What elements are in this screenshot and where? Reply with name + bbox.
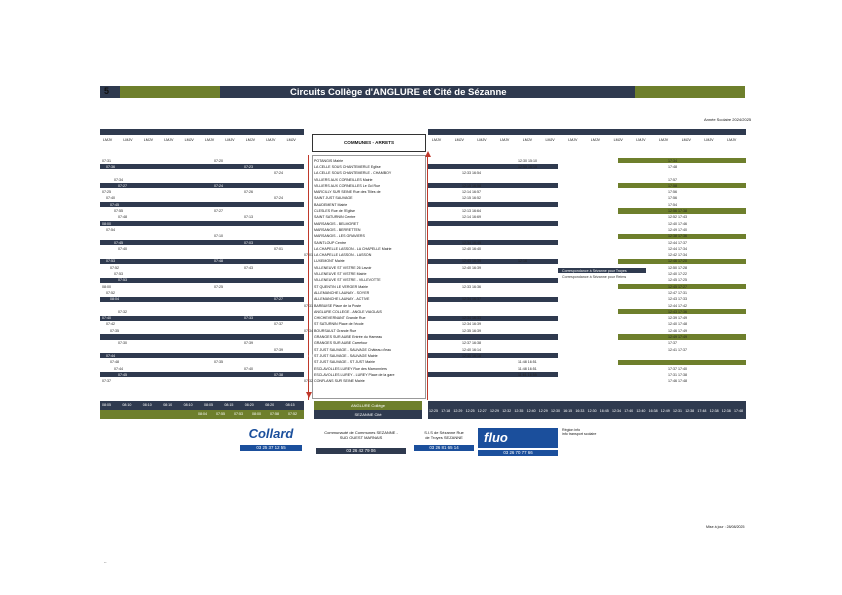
right-time-c: 12:49 17:49 [668,335,687,339]
right-time-c: 17:58 [668,183,677,188]
stop-name: ST JUST SAUVAGE - ST JUST Mairie [314,360,375,365]
left-time-b: 07:37 [274,322,283,327]
collard-logo [240,426,302,454]
stop-name: VILLENEUVE ST VISTRE 26 Lavoir [314,265,372,270]
left-time-b: 07:39 [244,341,253,346]
left-time-b: 07:38 [274,372,283,377]
left-time-a: 07:30 [118,341,127,346]
left-day-code: LMJV [286,138,296,142]
left-depart-time: 08:04 [198,412,207,416]
right-day-code: LMJV [590,138,601,142]
collard-wordmark: Collard [248,426,294,441]
terminal-anglure: ANGLURE Collège [314,401,422,410]
fluo-wordmark: fluo [484,430,508,445]
footer-mark: -- [104,560,107,564]
left-time-b: 07:24 [274,196,283,201]
stop-name: GRANGES SUR AUBE Carrefour [314,341,368,346]
left-day-code: LMJV [103,138,113,142]
left-time-a: 07:45 [118,372,127,377]
stop-name: LA CHAPELLE LASSON - LA CHAPELLE Mairie [314,246,392,251]
right-row-band [428,297,558,302]
right-time-c: 12:44 17:37 [668,240,687,245]
right-time-c: 17:31 17:38 [668,372,687,377]
right-time-c: 12:42 17:34 [668,253,687,258]
left-depart-time: 07:52 [288,412,297,416]
right-row-accent [618,183,746,188]
right-time-a: 12:15 16:58 [462,183,481,188]
right-arrival-time: 12:40 [526,409,536,413]
right-row-accent [618,158,746,163]
right-time-b: 11:48 16:51 [518,366,537,371]
right-arrival-time: 12:40 [636,409,646,413]
right-day-code: LMJV [704,138,714,142]
banner-accent-left [120,86,220,98]
right-day-code: LMJV [432,138,442,142]
left-day-code: LMJV [184,138,194,142]
region-info-text: info transport scolaire [562,432,597,436]
right-day-code: LMJV [522,138,532,142]
left-time-a: 07:34 [114,177,123,182]
right-time-b: 12:55 16:15 [518,164,537,169]
sis-sezanne-name: S.I.S de Sézanne Rue de Troyes SEZANNE [424,430,464,440]
collard-phone: 03 25 37 12 55 [240,445,302,451]
right-day-code: LMJV [659,138,669,142]
left-day-code: LMJV [164,138,174,142]
left-time-a: 07:48 [110,360,119,365]
right-time-a: 12:43 16:39 [462,259,481,264]
fluo-phone: 03 26 70 77 66 [478,450,558,456]
stop-name: LA CELLE SOUS CHANTEMERLE - CHAMBOY [314,171,392,176]
right-row-band [428,259,558,264]
left-time-a: 07:40 [102,316,111,321]
stop-name: ALLEMANCHE LAUNAY - SOYER [314,290,370,295]
left-arrival-time: 08:05 [204,403,213,407]
right-time-a: 12:40 16:40 [462,246,481,251]
left-time-a: 07:52 [110,265,119,270]
left-time-b: 07:27 [274,297,283,302]
left-time-a: 07:53 [106,259,115,264]
stop-name: LA CHAPELLE LASSON - LASSON [314,253,372,258]
right-time-a: 12:34 16:45 [462,240,481,245]
right-time-c: 12:56 17:38 [668,209,687,213]
right-time-b: 11:48 16:51 [518,360,537,365]
cc-sezanne-block [316,430,406,456]
right-time-a: 12:34 16:37 [462,297,481,302]
left-time-a: 07:32 [118,309,127,314]
left-time-a: 08:04 [110,297,119,302]
right-time-c: 12:49 17:40 [668,227,687,232]
left-time-a: 07:31 [102,158,111,163]
right-time-c: 17:48 [668,164,677,169]
fluo-logo-block [478,428,558,458]
right-time-c: 12:50 17:28 [668,265,687,270]
right-arrivals [428,408,746,417]
right-time-a: 12:35 16:39 [462,328,481,333]
right-arrival-time: 12:29 [538,409,548,413]
left-time-b: 07:39 [274,347,283,352]
left-time-a: 07:53 [118,278,127,283]
right-arrival-time: 17:48 [697,409,707,413]
left-time-b: 07:24 [274,171,283,176]
right-arrival-time: 12:29 [490,409,499,413]
stop-name: ESCLAVOLLES LUREY Rue des Marronniers [314,366,387,371]
right-arrival-time: 12:38 [709,409,719,413]
right-time-c: 12:47 17:31 [668,290,687,295]
left-time-b: 07:01 [274,246,283,251]
right-day-code: LMJV [454,138,464,142]
left-time-b: 07:13 [244,215,253,220]
left-day-code: LMJV [143,138,153,142]
left-departures [100,410,304,419]
stop-name: MARSANGIS - LES GRAVIERS [314,234,365,239]
right-row-band [428,183,558,188]
right-arrival-time: 12:35 [514,409,524,413]
right-row-band [428,278,558,283]
stop-name: CHICHEVERNANT Grande Rue [314,316,366,321]
right-time-c: 17:46 17:48 [668,379,687,384]
left-day-codes [100,136,304,152]
right-time-a: 12:34 16:39 [462,322,481,327]
left-time-b: 07:43 [244,265,253,270]
left-arrival-time: 08:10 [183,403,193,407]
right-header-bar [428,129,746,135]
right-time-c: 12:45 17:25 [668,278,687,283]
left-arrival-time: 08:15 [285,403,295,407]
right-time-c: 17:56 [668,190,677,195]
stop-name: BAUDEMENT Mairie [314,202,348,207]
left-time-b: 07:48 [214,259,223,264]
right-time-c: 17:34 [668,158,677,163]
banner-accent-right [635,86,745,98]
stop-name: LUXEMONT Mairie [314,259,345,264]
left-time-a: 07:52 [106,290,115,295]
left-time-b: 07:01 [304,253,313,258]
region-info-block [562,428,642,442]
right-row-band [428,316,558,321]
right-time-b: 12:30 15:10 [518,158,537,163]
left-time-a: 07:25 [102,190,111,195]
right-time-a: 12:33 16:36 [462,284,481,289]
left-time-a: 07:42 [106,322,115,327]
right-time-c: 12:46 17:20 [668,259,687,264]
right-time-a: 12:34 16:33 [462,316,481,321]
right-arrival-time: 16:33 [575,409,585,413]
right-time-c: 12:40 17:46 [668,221,687,226]
right-arrival-time: 17:40 [624,409,634,413]
right-arrival-time: 12:29 [453,409,463,413]
right-row-band [428,334,558,339]
stop-name: ESCLAVOLLES LUREY - LUREY Place de la gare [314,372,395,377]
stop-name: VILLIERS AUX CORNEILLES Le Gd Rue [314,183,381,188]
right-time-c: 12:39 17:49 [668,316,687,321]
right-time-c: 12:43 17:36 [668,309,687,314]
right-day-codes [428,136,746,152]
right-day-code: LMJV [636,138,646,142]
update-date: Mise à jour : 28/08/2025 [706,525,745,529]
left-arrival-time: 08:10 [122,403,132,407]
left-arrival-time: 08:10 [163,403,173,407]
left-time-a: 07:44 [114,366,123,371]
right-time-c: 12:38 17:36 [668,234,687,239]
left-arrival-time: 08:05 [102,403,111,407]
right-time-c: 12:40 17:22 [668,272,687,276]
right-row-band [428,372,558,377]
left-day-code: LMJV [123,138,133,142]
right-time-c: 12:41 17:37 [668,347,687,352]
school-year: Année Scolaire 2024/2025 [704,117,752,122]
left-arrival-time: 08:15 [224,403,234,407]
right-time-a: 12:40 16:18 [462,353,481,358]
left-time-b: 07:35 [214,360,223,365]
stop-name: SAINT SATURNIN Centre [314,215,356,220]
right-row-band [428,164,558,169]
stop-name: SAINTLOUP Centre [314,240,347,245]
right-arrival-time: 12:25 [465,409,475,413]
stop-name: VILLIERS AUX CORNEILLES Mairie [314,177,373,182]
stop-name: ST QUENTIN LE VERGER Mairie [314,284,369,289]
cc-sezanne-phone: 03 26 42 79 06 [316,448,406,454]
terminal-sezanne: SEZANNE Cité [314,410,422,419]
right-time-a: 12:15 16:52 [462,196,481,201]
stop-name: ST JUST SAUVAGE - SAUVAGE Mairie [314,353,378,358]
left-time-b: 07:10 [214,234,223,239]
right-arrival-time: 12:34 [612,409,621,413]
right-arrival-time: 16:45 [599,409,609,413]
right-day-code: LMJV [477,138,487,142]
right-arrival-time: 16:15 [563,409,573,413]
stop-name: VILLENEUVE ST VISTRE Mairie [314,272,367,276]
right-time-a: 12:33 16:54 [462,171,481,176]
right-day-code: LMJV [613,138,623,142]
right-time-a: 12:13 16:64 [462,209,481,213]
left-time-b: 07:27 [214,209,223,213]
right-time-c: 12:44 17:42 [668,303,687,308]
note-line-2: Correspondance à Sézanne pour Reims [562,275,627,279]
left-day-code: LMJV [205,138,215,142]
right-arrival-time: 12:38 [685,409,695,413]
fluo-logo [478,428,558,448]
right-time-c: 17:54 [668,202,677,207]
right-arrival-time: 12:31 [673,409,682,413]
stop-name: VILLENEUVE ST VISTRE - VILLEVOTTE [314,278,381,283]
page-number: 5 [104,86,110,96]
stop-name: MARCILLY SUR SEINE Rue des Tilles de [314,190,381,195]
right-arrival-time: 16:38 [648,409,658,413]
right-time-c: 12:44 17:34 [668,246,687,251]
left-depart-time: 07:55 [216,412,225,416]
left-arrivals [100,401,304,410]
left-time-b: 07:38 [304,353,313,358]
stop-name: BARBUISE Place de la Poste [314,303,362,308]
right-row-band [428,240,558,245]
stop-name: ALLEMANCHE LAUNAY - ACTIVE [314,297,370,302]
right-arrival-time: 17:48 [734,409,743,413]
right-time-a: 12:14 16:57 [462,190,481,195]
right-time-b: 12:16 [518,259,527,264]
right-time-a: 12:40 16:39 [462,265,481,270]
stop-name: LA CELLE SOUS CHANTEMERLE Eglise [314,164,381,169]
right-time-a: 12:14 16:69 [462,215,481,220]
left-time-b: 07:32 [304,379,313,384]
left-time-a: 07:55 [114,209,123,213]
left-time-b: 07:24 [214,183,223,188]
left-arrival-time: 08:10 [142,403,152,407]
left-time-a: 07:45 [110,202,119,207]
left-time-a: 08:00 [102,284,111,289]
left-time-a: 07:35 [110,328,119,333]
right-arrival-time: 12:30 [551,409,560,413]
stop-name: SAINT JUST SAUVAGE [314,196,353,201]
right-row-band [428,221,558,226]
cc-sezanne-name: Communauté de Communes SEZANNE - SUD OUEST MARNAIS [324,430,398,440]
left-depart-time: 08:00 [252,412,261,416]
left-time-b: 07:26 [244,190,253,195]
left-day-code: LMJV [225,138,235,142]
left-time-a: 07:40 [118,246,127,251]
stop-name: POTANGIS Mairie [314,158,344,163]
right-time-c: 12:45 17:27 [668,284,687,289]
communes-header: COMMUNES - ARRETS [312,134,426,152]
stop-name: CONFLANS SUR SEINE Mairie [314,379,365,384]
stop-name: CLESLES Rue de l'Eglise [314,209,356,213]
stop-name: GRANGES SUR AUBE Entrée du Hameau [314,335,383,339]
stop-name: ST JUST SAUVAGE - SAUVAGE Château d'eau [314,347,392,352]
sis-sezanne-block [414,430,474,456]
right-time-c: 17:56 [668,196,677,201]
left-time-b: 07:23 [244,164,253,169]
stop-name: MARSANGIS - BELMORET [314,221,359,226]
left-time-a: 07:53 [114,272,123,276]
right-time-c: 12:43 17:33 [668,297,687,302]
right-time-a: 12:40 16:14 [462,347,481,352]
stop-name: MARSANGIS - BERRETTEN [314,227,361,232]
right-day-code: LMJV [500,138,510,142]
left-header-bar [100,129,304,135]
right-arrival-time: 12:27 [477,409,487,413]
right-time-c: 17:57 [668,177,677,182]
right-arrival-time: 17:18 [441,409,451,413]
stop-name: ST SATURNIN Place de l'école [314,322,364,327]
sis-sezanne-phone: 03 26 81 65 14 [414,445,474,451]
right-day-code: LMJV [545,138,555,142]
left-time-a: 07:40 [106,196,115,201]
right-day-code: LMJV [727,138,737,142]
right-time-c: 12:46 17:49 [668,328,687,333]
left-time-a: 07:37 [102,379,111,384]
left-depart-time: 07:53 [234,412,243,416]
note-line-1: Correspondance à Sézanne pour Troyes [562,268,627,273]
left-time-a: 07:48 [118,215,127,220]
left-time-b: 07:03 [244,240,253,245]
right-time-c: 17:37 17:40 [668,366,687,371]
right-arrival-time: 12:49 [660,409,670,413]
left-day-code: LMJV [266,138,276,142]
left-time-a: 07:44 [106,353,115,358]
left-time-b: 07:31 [304,303,313,308]
left-time-b: 07:33 [244,316,253,321]
right-arrival-time: 12:32 [502,409,512,413]
left-time-b: 07:25 [214,284,223,289]
region-info-name: Région info [562,428,581,432]
left-time-b: 07:20 [214,158,223,163]
left-day-code: LMJV [245,138,255,142]
stop-name: BOURSAULT Grande Rue [314,328,357,333]
right-day-code: LMJV [568,138,578,142]
right-time-c: 12:40 17:48 [668,322,687,327]
left-time-a: 08:00 [102,221,111,226]
left-time-b: 07:40 [244,366,253,371]
right-time-a: 12:37 16:38 [462,341,481,346]
right-day-code: LMJV [681,138,691,142]
left-depart-time: 07:58 [270,412,279,416]
page-title: Circuits Collège d'ANGLURE et Cité de Sézanne [290,87,507,98]
right-row-band [428,202,558,207]
left-time-b: 07:34 [304,328,313,333]
right-row-accent [618,360,746,365]
right-time-c: 17:37 [668,341,677,346]
left-arrival-time: 08:20 [244,403,254,407]
left-time-a: 07:54 [106,227,115,232]
right-time-b: 11:61 16:55 [518,372,537,377]
left-time-a: 07:45 [114,240,123,245]
right-time-c: 12:52 17:43 [668,215,687,220]
right-arrival-time: 12:30 [587,409,597,413]
left-time-a: 07:27 [118,183,127,188]
stop-name: ANGLURE COLLEGE - ANGLE VIAGLAIS [314,309,382,314]
right-arrival-time: 12:25 [429,409,438,413]
left-arrival-time: 08:20 [265,403,275,407]
right-row-band [428,353,558,358]
right-arrival-time: 12:38 [721,409,731,413]
left-time-a: 07:36 [106,164,115,169]
